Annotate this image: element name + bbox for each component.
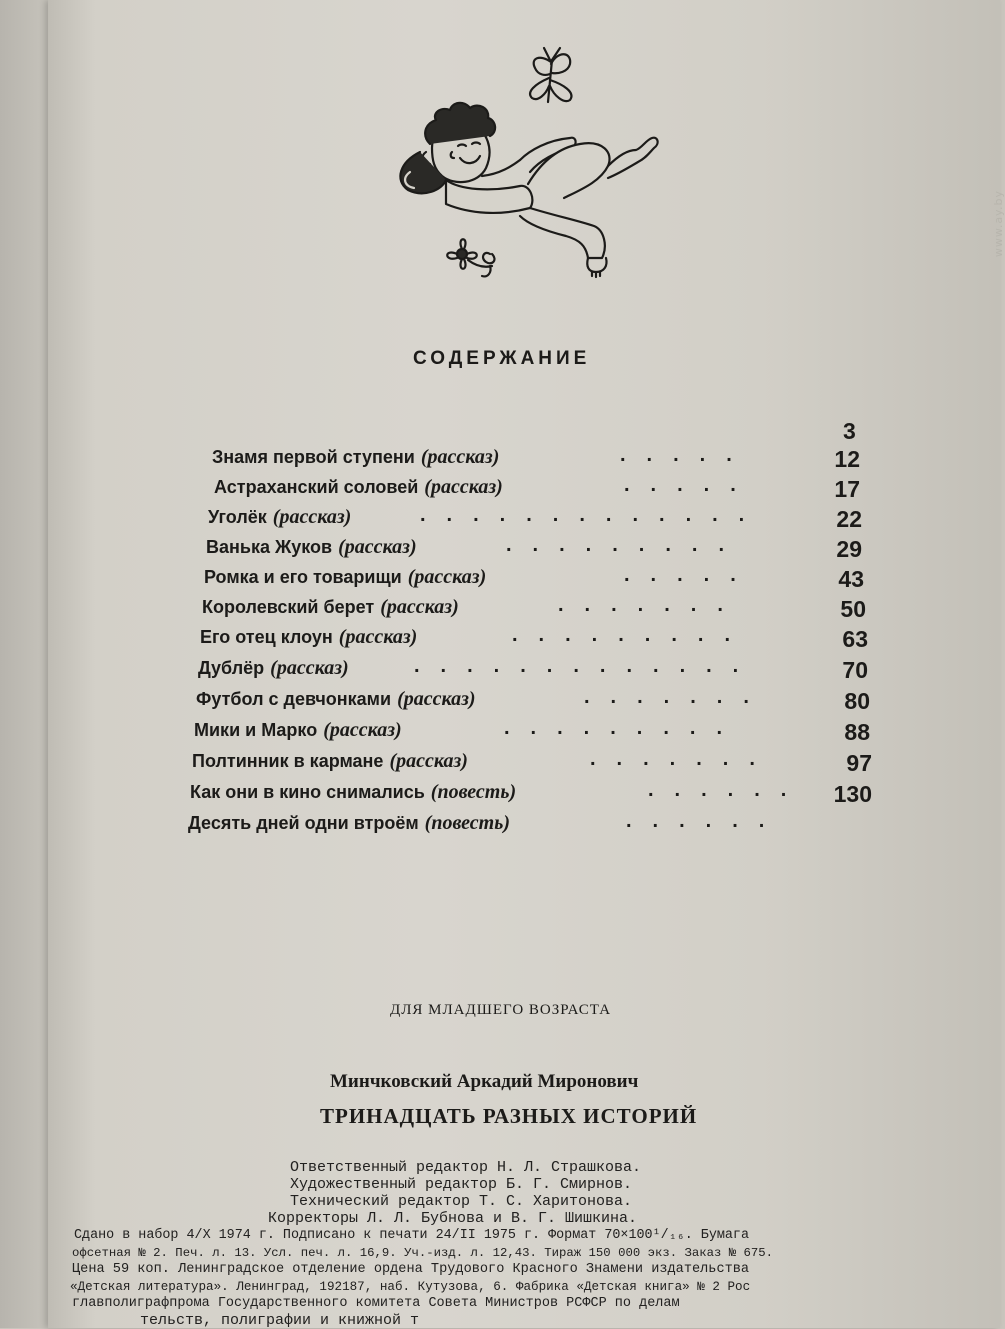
leader-dots: ....... — [584, 686, 770, 708]
toc-entry-title: Мики и Марко — [194, 720, 318, 740]
imprint-line: главполиграфпрома Государственного комитета Совета Министров РСФСР по делам — [72, 1296, 680, 1311]
leader-dots: ......... — [504, 717, 744, 739]
leader-dots: ......... — [512, 624, 752, 646]
toc-entry-page: 29 — [836, 536, 862, 562]
toc-entry-genre: (повесть) — [424, 812, 510, 834]
imprint-line: Цена 59 коп. Ленинградское отделение ордена Трудового Красного Знамени издательства — [72, 1262, 750, 1277]
toc-entry-title: Ванька Жуков — [206, 537, 333, 557]
toc-entry — [214, 474, 757, 506]
toc-entry-title: Футбол с девчонками — [196, 689, 392, 709]
toc-entry-title: Ромка и его товарищи — [204, 567, 402, 587]
toc-entry-genre: (рассказ) — [270, 657, 349, 679]
imprint-line: Сдано в набор 4/X 1974 г. Подписано к печати 24/II 1975 г. Формат 70×100¹/₁₆. Бумага — [74, 1228, 749, 1243]
book-title: ТРИНАДЦАТЬ РАЗНЫХ ИСТОРИЙ — [320, 1104, 698, 1128]
imprint-line: Технический редактор Т. С. Харитонова. — [290, 1193, 633, 1210]
toc-entry — [198, 655, 760, 687]
imprint-line: «Детская литература». Ленинград, 192187, наб. Кутузова, 6. Фабрика «Детская книга» № 2 Рос — [70, 1280, 751, 1294]
toc-entry-genre: (рассказ) — [338, 626, 418, 648]
leader-dots: ...... — [648, 779, 808, 801]
toc-entry — [208, 504, 766, 536]
toc-entry-genre: (повесть) — [430, 781, 517, 803]
adjacent-page-edge — [0, 0, 48, 1328]
toc-entry-page: 70 — [842, 657, 868, 683]
toc-entry — [206, 534, 746, 566]
imprint-line: Художественный редактор Б. Г. Смирнов. — [290, 1176, 633, 1193]
butterfly-icon — [530, 48, 571, 102]
watermark-text: www.ay.by — [992, 190, 1005, 258]
leader-dots: ......... — [506, 534, 746, 556]
boy-illustration — [380, 40, 670, 290]
leader-dots: ..... — [624, 564, 757, 586]
toc-entry-page: 12 — [834, 446, 860, 472]
toc-entry-title: Королевский берет — [202, 597, 375, 617]
toc-entry-page: 97 — [846, 750, 872, 776]
toc-entry-genre: (рассказ) — [338, 536, 417, 558]
toc-entry-title: Десять дней одни втроём — [188, 813, 419, 833]
toc-entry-genre: (рассказ) — [424, 476, 503, 498]
toc-entry-page: 130 — [833, 781, 872, 807]
toc-entry — [204, 564, 757, 596]
leader-dots: ....... — [558, 594, 744, 616]
toc-entry — [196, 686, 770, 718]
author-name: Минчковский Аркадий Миронович — [330, 1071, 639, 1092]
toc-entry-title: Астраханский соловей — [214, 477, 419, 497]
toc-entry-genre: (рассказ) — [380, 596, 459, 618]
imprint-line: Ответственный редактор Н. Л. Страшкова. — [290, 1159, 642, 1176]
leader-dots: ....... — [590, 748, 776, 770]
toc-entry — [194, 717, 744, 749]
toc-entry-page: 80 — [844, 688, 870, 714]
toc-entry — [190, 779, 808, 811]
toc-entry — [202, 594, 744, 626]
toc-entry-genre: (рассказ) — [389, 750, 468, 772]
toc-entry-title: Уголёк — [208, 507, 267, 527]
toc-entry-title: Дублёр — [198, 658, 265, 678]
flower-icon — [447, 239, 494, 276]
toc-entry-title: Как они в кино снимались — [190, 782, 425, 802]
imprint-line: Корректоры Л. Л. Бубнова и В. Г. Шишкина. — [268, 1210, 638, 1227]
toc-entry-page: 43 — [838, 566, 864, 592]
toc-entry — [200, 624, 752, 656]
toc-entry-page: 50 — [840, 596, 866, 622]
toc-entry-genre: (рассказ) — [272, 506, 352, 528]
toc-entry-title: Полтинник в кармане — [192, 751, 384, 771]
toc-entry — [192, 748, 776, 780]
toc-entry-page: 17 — [834, 476, 860, 502]
imprint-line: тельств, полиграфии и книжной т — [140, 1312, 420, 1329]
toc-entry-page: 88 — [844, 719, 870, 745]
toc-entry — [188, 810, 786, 842]
toc-first-page-number: 3 — [843, 418, 856, 444]
imprint-line: офсетная № 2. Печ. л. 13. Усл. печ. л. 16,9. Уч.-изд. л. 12,43. Тираж 150 000 экз. Заказ № 675. — [72, 1246, 774, 1260]
toc-entry-page: 22 — [836, 506, 862, 532]
toc-entry-genre: (рассказ) — [397, 688, 476, 710]
toc-entry-title: Его отец клоун — [200, 627, 333, 647]
leader-dots: ...... — [626, 810, 786, 832]
toc-entry-genre: (рассказ) — [420, 446, 500, 468]
toc-entry-page: 63 — [842, 626, 868, 652]
toc-entry-title: Знамя первой ступени — [212, 447, 415, 467]
leader-dots: ..... — [620, 444, 753, 466]
age-group-label: ДЛЯ МЛАДШЕГО ВОЗРАСТА — [390, 1002, 612, 1018]
toc-entry-genre: (рассказ) — [407, 566, 487, 588]
toc-entry — [212, 444, 753, 476]
toc-entry-genre: (рассказ) — [323, 719, 402, 741]
leader-dots: ............. — [414, 655, 760, 677]
toc-title: СОДЕРЖАНИЕ — [413, 348, 591, 369]
leader-dots: ..... — [624, 474, 757, 496]
leader-dots: ............. — [420, 504, 766, 526]
